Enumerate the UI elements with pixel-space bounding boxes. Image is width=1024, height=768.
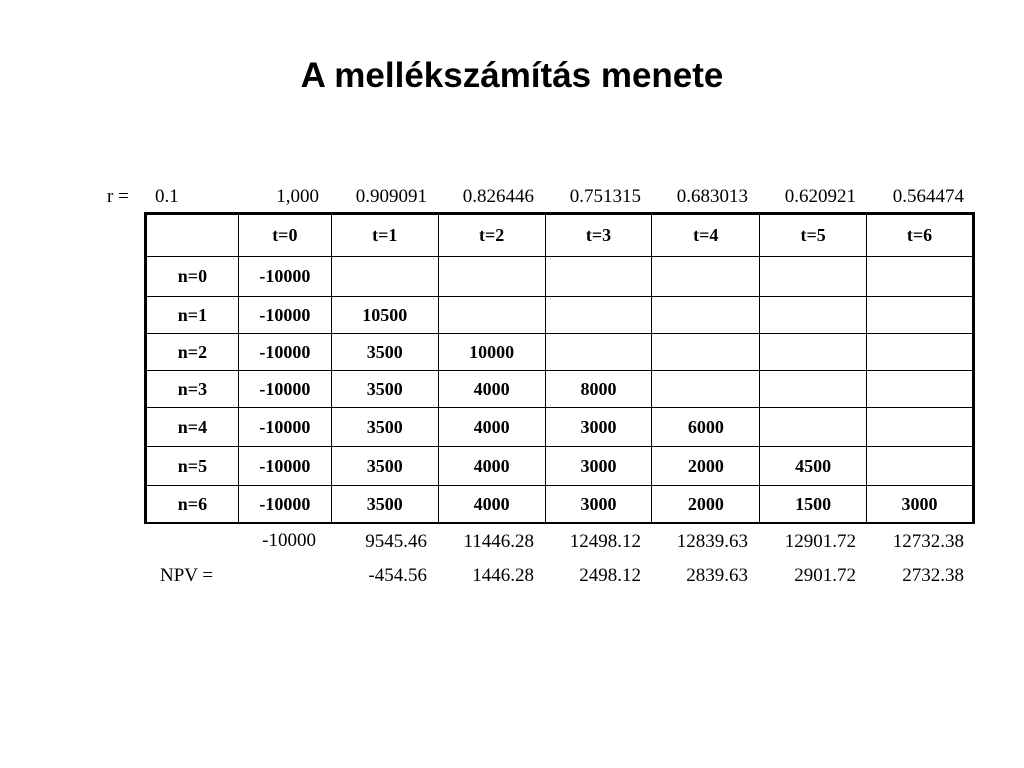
table-cell: 6000 [652,408,760,447]
discount-factor: 0.564474 [892,186,964,207]
pv-value: 11446.28 [463,531,534,552]
table-cell: 4000 [438,408,545,447]
table-cell [545,257,652,297]
cash-flow-table [144,212,975,524]
table-cell [438,297,545,334]
npv-value: 2901.72 [794,565,856,586]
table-cell [760,297,867,334]
cash-flow-grid [146,214,973,523]
table-cell: 3000 [545,408,652,447]
table-row [147,257,973,297]
table-cell [438,257,545,297]
discount-factor: 0.620921 [784,186,856,207]
pv-value: 12901.72 [784,531,856,552]
table-header-cell [147,215,239,257]
table-cell: 1500 [760,486,867,523]
table-cell: -10000 [238,371,331,408]
pv-value: 12732.38 [892,531,964,552]
row-label-cell: n=2 [147,334,239,371]
table-header-cell: t=1 [331,215,438,257]
table-cell [867,334,973,371]
table-cell: 3000 [867,486,973,523]
table-header-row [147,215,973,257]
table-cell: 10000 [438,334,545,371]
discount-factor: 0.826446 [462,186,534,207]
pv-value: 9545.46 [365,531,427,552]
table-row [147,371,973,408]
table-cell: 2000 [652,486,760,523]
page-title: A mellékszámítás menete [300,56,724,95]
npv-value: 2839.63 [686,565,748,586]
row-label-cell: n=3 [147,371,239,408]
table-cell [652,334,760,371]
table-header-cell: t=5 [760,215,867,257]
table-cell: -10000 [238,486,331,523]
table-cell: 3500 [331,486,438,523]
npv-value: 1446.28 [472,565,534,586]
pv-value: -10000 [262,530,316,551]
table-cell [652,297,760,334]
row-label-cell: n=1 [147,297,239,334]
table-row [147,334,973,371]
table-cell [331,257,438,297]
table-cell: -10000 [238,408,331,447]
table-cell: -10000 [238,334,331,371]
pv-value: 12498.12 [569,531,641,552]
row-label-cell: n=0 [147,257,239,297]
table-row [147,408,973,447]
table-row [147,297,973,334]
discount-factor: 0.909091 [355,186,427,207]
rate-value: 0.1 [155,186,179,207]
table-cell [867,447,973,486]
table-cell: 4500 [760,447,867,486]
rate-label: r = [107,186,129,207]
table-header-cell: t=2 [438,215,545,257]
table-header-cell: t=4 [652,215,760,257]
discount-factor: 1,000 [276,186,319,207]
table-cell [760,371,867,408]
table-cell: 3000 [545,447,652,486]
table-cell [652,371,760,408]
table-cell: 10500 [331,297,438,334]
table-cell [867,408,973,447]
table-header-cell: t=6 [867,215,973,257]
table-cell [652,257,760,297]
discount-factor: 0.683013 [676,186,748,207]
table-cell: 4000 [438,486,545,523]
table-row [147,447,973,486]
row-label-cell: n=4 [147,408,239,447]
npv-value: -454.56 [368,565,427,586]
row-label-cell: n=6 [147,486,239,523]
table-cell: 3000 [545,486,652,523]
table-cell: -10000 [238,447,331,486]
table-cell [867,371,973,408]
npv-label: NPV = [160,565,214,586]
table-cell: 4000 [438,371,545,408]
table-header-cell: t=3 [545,215,652,257]
table-cell: 3500 [331,408,438,447]
table-cell [867,257,973,297]
table-row [147,486,973,523]
row-label-cell: n=5 [147,447,239,486]
table-cell: 3500 [331,371,438,408]
table-cell [760,408,867,447]
table-cell [760,334,867,371]
table-cell: -10000 [238,297,331,334]
npv-value: 2498.12 [579,565,641,586]
npv-value: 2732.38 [902,565,964,586]
table-cell [867,297,973,334]
table-cell [760,257,867,297]
pv-value: 12839.63 [676,531,748,552]
table-header-cell: t=0 [238,215,331,257]
table-cell: 2000 [652,447,760,486]
table-cell: 3500 [331,447,438,486]
discount-factor: 0.751315 [569,186,641,207]
table-cell: 3500 [331,334,438,371]
table-cell: 4000 [438,447,545,486]
table-cell: -10000 [238,257,331,297]
table-cell: 8000 [545,371,652,408]
table-cell [545,297,652,334]
table-cell [545,334,652,371]
